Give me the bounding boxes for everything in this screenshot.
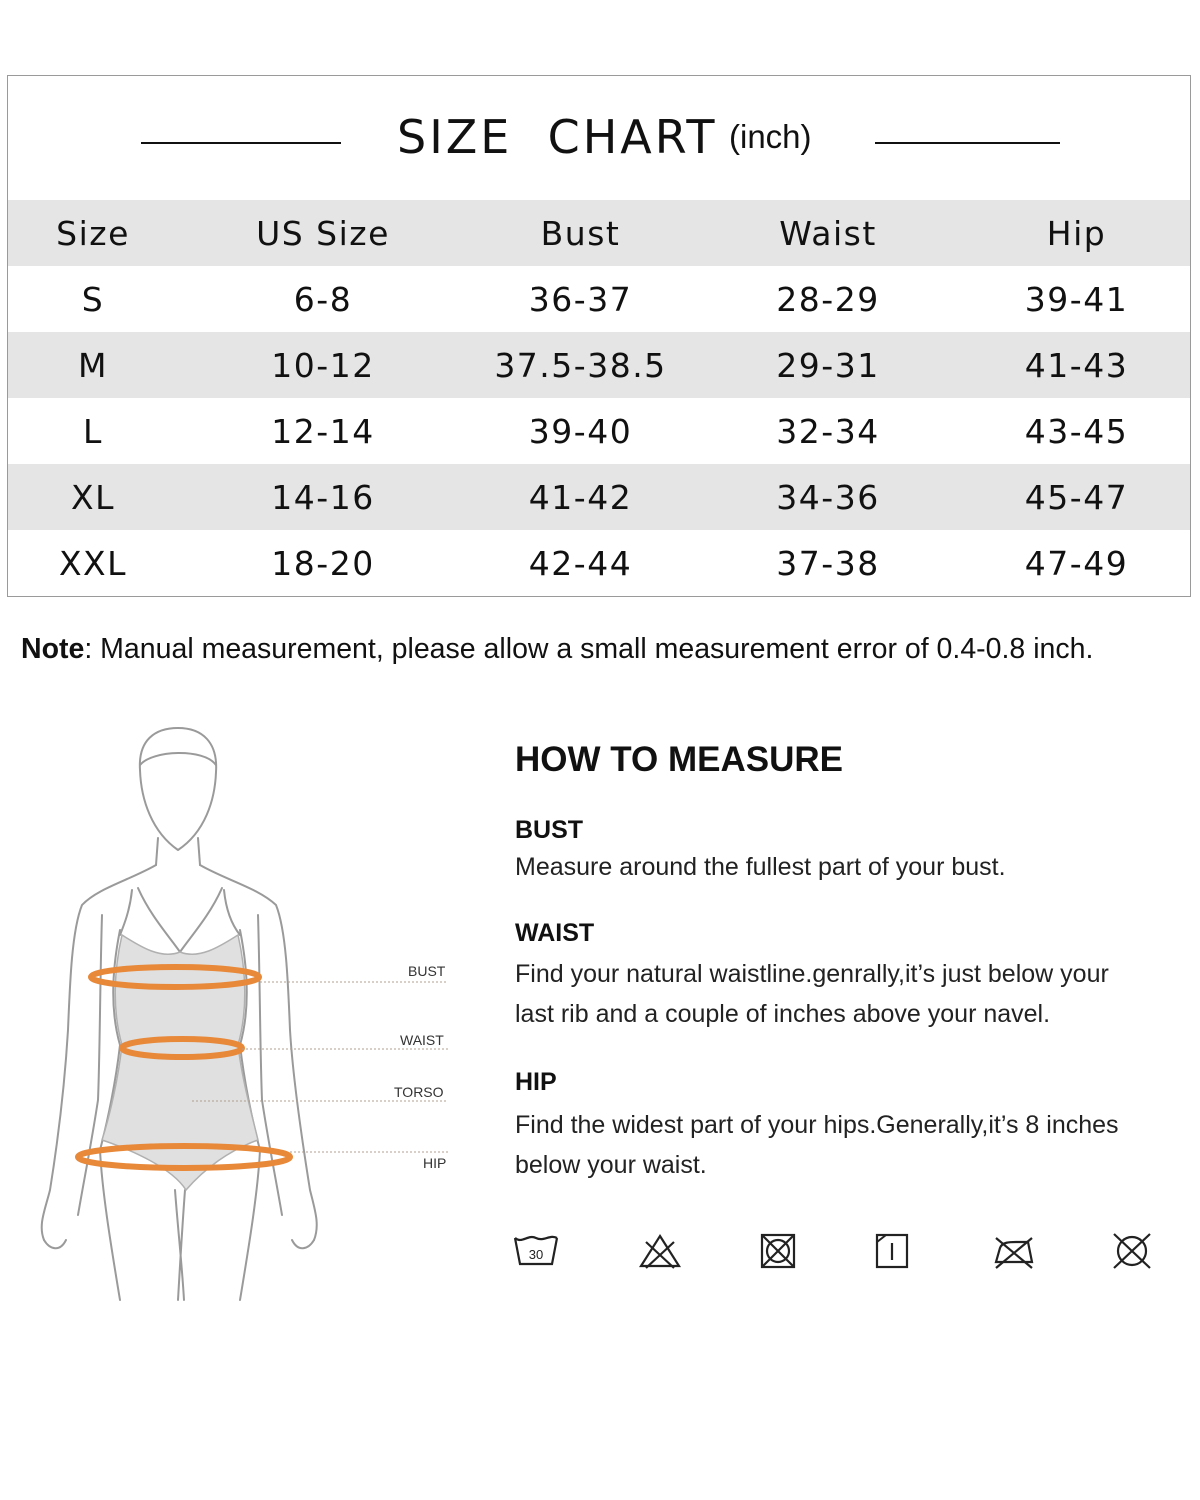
note-text: : Manual measurement, please allow a small measurement error of 0.4-0.8 inch.: [84, 633, 1094, 665]
measurement-note: [21, 633, 1093, 666]
bust-heading: BUST: [515, 816, 584, 844]
wash-temperature: 30: [528, 1247, 544, 1262]
cell-size: L: [83, 411, 103, 451]
column-header-bust: Bust: [540, 213, 621, 253]
cell-us-size: 12-14: [271, 411, 375, 451]
table-row: [8, 398, 1190, 464]
cell-hip: 43-45: [1024, 411, 1129, 451]
cell-hip: 47-49: [1024, 543, 1129, 583]
line-dry-icon: [868, 1230, 916, 1272]
figure-label-waist: WAIST: [400, 1032, 444, 1048]
column-header-us-size: US Size: [256, 213, 390, 253]
cell-hip: 39-41: [1024, 279, 1129, 319]
measurement-figure: [20, 720, 460, 1305]
cell-size: M: [78, 345, 108, 385]
how-to-measure-title: HOW TO MEASURE: [515, 740, 843, 779]
cell-bust: 37.5-38.5: [494, 345, 667, 385]
bust-instruction: Measure around the fullest part of your bust.: [515, 853, 1006, 881]
wash-30-icon: [512, 1230, 560, 1272]
figure-label-torso: TORSO: [394, 1084, 444, 1100]
waist-heading: WAIST: [515, 919, 595, 947]
size-table: [8, 200, 1190, 596]
cell-waist: 34-36: [776, 477, 880, 517]
waist-instruction-line2: last rib and a couple of inches above your navel.: [515, 1000, 1051, 1028]
cell-us-size: 10-12: [271, 345, 375, 385]
do-not-bleach-icon: [636, 1230, 684, 1272]
do-not-tumble-dry-icon: [754, 1230, 802, 1272]
cell-waist: 29-31: [776, 345, 880, 385]
figure-label-hip: HIP: [423, 1155, 447, 1171]
cell-size: XL: [71, 477, 115, 517]
column-header-hip: Hip: [1046, 213, 1107, 253]
do-not-iron-icon: [990, 1230, 1038, 1272]
chart-title-row: [8, 76, 1190, 200]
do-not-dry-clean-icon: [1108, 1230, 1156, 1272]
note-label: Note: [21, 633, 85, 665]
cell-bust: 39-40: [528, 411, 633, 451]
cell-waist: 28-29: [776, 279, 880, 319]
cell-us-size: 14-16: [271, 477, 375, 517]
table-row: [8, 464, 1190, 530]
table-row: [8, 332, 1190, 398]
column-header-waist: Waist: [779, 213, 877, 253]
table-header-row: [8, 200, 1190, 266]
size-chart: [7, 75, 1191, 597]
title-divider-right: [875, 142, 1060, 144]
cell-waist: 32-34: [776, 411, 880, 451]
column-header-size: Size: [56, 213, 130, 253]
cell-us-size: 18-20: [271, 543, 375, 583]
hip-instruction-line2: below your waist.: [515, 1151, 707, 1179]
hip-instruction-line1: Find the widest part of your hips.Generally,it’s 8 inches: [515, 1111, 1119, 1139]
waist-instruction-line1: Find your natural waistline.genrally,it’s just below your: [515, 960, 1109, 988]
cell-us-size: 6-8: [293, 279, 353, 319]
chart-title: SIZE CHART: [397, 110, 718, 164]
cell-bust: 41-42: [528, 477, 633, 517]
cell-size: S: [81, 279, 105, 319]
cell-size: XXL: [58, 543, 128, 583]
cell-hip: 45-47: [1024, 477, 1129, 517]
table-row: [8, 266, 1190, 332]
chart-title-unit: (inch): [729, 118, 812, 155]
cell-hip: 41-43: [1024, 345, 1129, 385]
title-divider-left: [141, 142, 341, 144]
table-row: [8, 530, 1190, 596]
cell-waist: 37-38: [776, 543, 880, 583]
cell-bust: 36-37: [528, 279, 633, 319]
figure-label-bust: BUST: [408, 963, 446, 979]
hip-heading: HIP: [515, 1068, 557, 1096]
cell-bust: 42-44: [528, 543, 633, 583]
body-silhouette-illustration: [20, 720, 460, 1305]
